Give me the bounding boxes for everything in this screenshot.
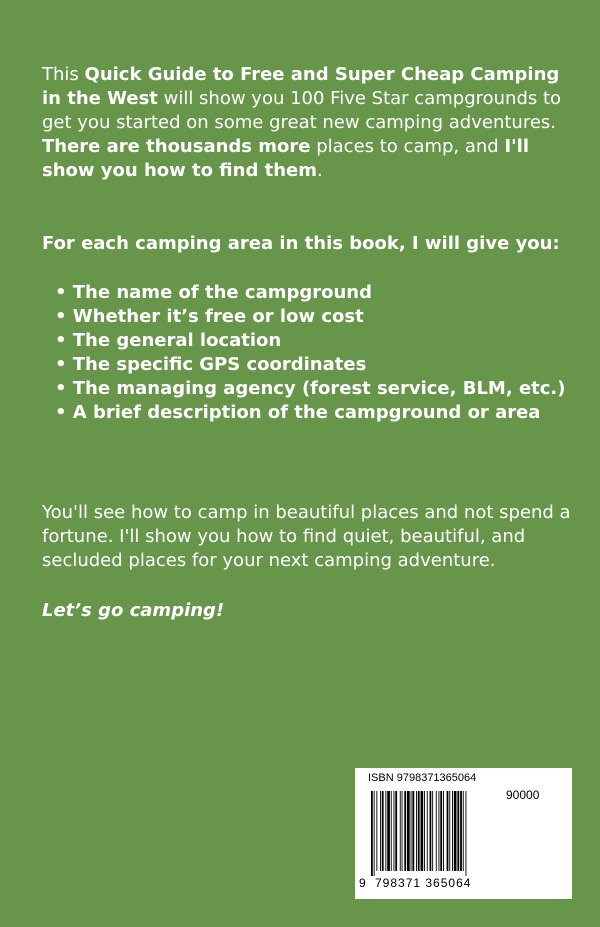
- barcode-bar: [457, 791, 459, 871]
- list-item: • The specific GPS coordinates: [55, 353, 566, 377]
- barcode-bar: [424, 791, 425, 871]
- isbn-barcode: [355, 768, 572, 899]
- barcode-bar: [404, 791, 406, 871]
- barcode-bar: [418, 791, 420, 871]
- intro-text-3: places to camp, and: [310, 136, 505, 157]
- intro-text-4: .: [316, 160, 323, 181]
- find-them-text: I'll show you how to find them: [42, 136, 530, 181]
- barcode-bar: [463, 791, 464, 871]
- list-heading: For each camping area in this book, I will give you:: [42, 233, 560, 254]
- closing-paragraph: You'll see how to camp in beautiful places and not spend a fortune. I'll show you how to find quiet, beautiful, and secluded places for your next camping adventure.: [42, 502, 571, 571]
- barcode-digits: 798371 365064: [375, 876, 472, 890]
- barcode-bar: [385, 791, 386, 871]
- barcode-bar: [421, 791, 424, 871]
- isbn-label: ISBN 9798371365064: [368, 772, 477, 784]
- barcode-bar: [380, 791, 381, 871]
- barcode-bar: [432, 791, 433, 871]
- barcode-bar: [412, 791, 414, 871]
- list-item: • The name of the campground: [55, 281, 566, 305]
- barcode-bar: [427, 791, 428, 871]
- barcode-bar: [466, 791, 467, 876]
- barcode-bar: [374, 791, 375, 876]
- book-title-text: Quick Guide to Free and Super Cheap Camping in the West: [42, 64, 560, 109]
- thousands-more-text: There are thousands more: [42, 136, 311, 157]
- intro-text-1: This: [42, 64, 85, 85]
- barcode-bar: [447, 791, 449, 871]
- feature-list: [55, 281, 566, 425]
- intro-text-2: will show you 100 Five Star campgrounds to get you started on some great new camping adventures.: [42, 88, 562, 133]
- barcode-bar: [452, 791, 453, 871]
- barcode-bar: [436, 791, 437, 871]
- barcode-bar: [376, 791, 377, 871]
- list-item: • Whether it’s free or low cost: [55, 305, 566, 329]
- barcode-bar: [382, 791, 384, 871]
- barcode-lead-digit: 9: [359, 876, 366, 890]
- barcode-bar: [440, 791, 442, 871]
- barcode-bar: [400, 791, 401, 871]
- barcode-bar: [391, 791, 392, 871]
- barcode-bar: [443, 791, 444, 871]
- barcode-bar: [430, 791, 432, 871]
- barcode-bar: [394, 791, 395, 871]
- barcode-bar: [439, 791, 440, 871]
- barcode-bar: [411, 791, 412, 871]
- barcode-bar: [387, 791, 390, 871]
- barcode-bar: [416, 791, 417, 871]
- barcode-bars: [371, 791, 497, 876]
- intro-paragraph: [42, 63, 572, 183]
- barcode-bar: [454, 791, 457, 871]
- barcode-bar: [395, 791, 397, 871]
- list-item: • The managing agency (forest service, BLM, etc.): [55, 377, 566, 401]
- price-code: 90000: [506, 788, 540, 802]
- barcode-bar: [460, 791, 462, 871]
- tagline: Let’s go camping!: [42, 600, 225, 621]
- barcode-bar: [402, 791, 403, 871]
- barcode-bar: [407, 791, 410, 871]
- barcode-bar: [449, 791, 450, 871]
- barcode-bar: [371, 791, 373, 876]
- list-item: • The general location: [55, 329, 566, 353]
- list-item: • A brief description of the campground or area: [55, 401, 566, 425]
